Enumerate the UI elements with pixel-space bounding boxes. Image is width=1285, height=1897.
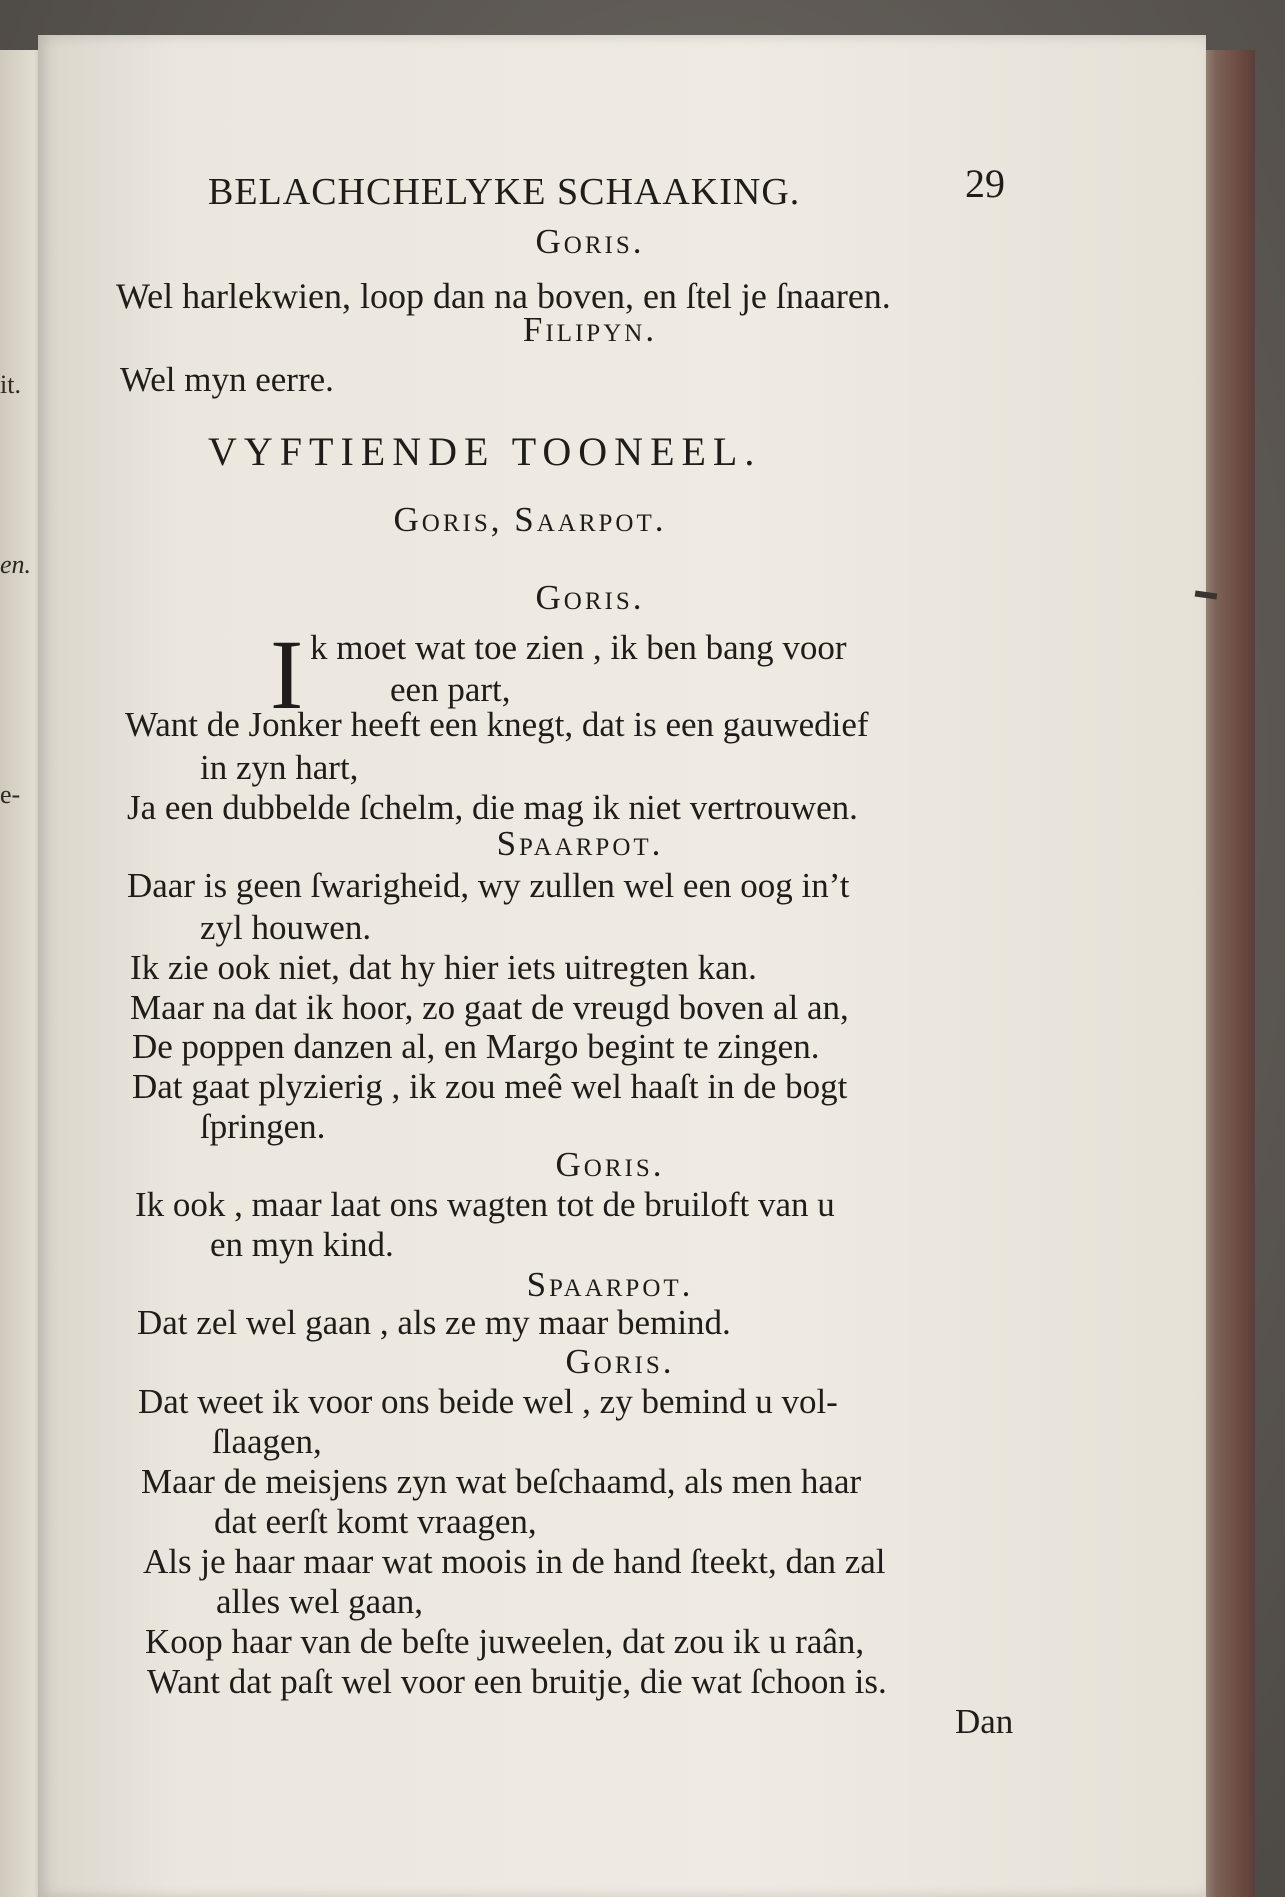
speaker-name: Goris.: [565, 1342, 675, 1381]
verse-line: een part,: [390, 670, 511, 709]
verse-line: k moet wat toe zien , ik ben bang voor: [310, 628, 847, 667]
verse-line: Ja een dubbelde ſchelm, die mag ik niet vertrouwen.: [127, 788, 858, 827]
verse-line: Koop haar van de beſte juweelen, dat zou ik u raân,: [145, 1622, 865, 1661]
verse-line: Dat zel wel gaan , als ze my maar bemind.: [137, 1303, 731, 1342]
verse-line: De poppen danzen al, en Margo begint te zingen.: [132, 1027, 820, 1066]
page-number: 29: [965, 161, 1005, 206]
scene-heading: VYFTIENDE TOONEEL.: [208, 429, 762, 474]
verse-line: Dat weet ik voor ons beide wel , zy bemind u vol-: [138, 1382, 838, 1421]
verse-line: Als je haar maar wat moois in de hand ſteekt, dan zal: [143, 1542, 886, 1581]
verse-line: Ik zie ook niet, dat hy hier iets uitregten kan.: [130, 948, 757, 987]
verse-line: Want de Jonker heeft een knegt, dat is een gauwedief: [125, 705, 869, 744]
facing-page-fragment: it.: [0, 370, 21, 399]
verse-line: Wel harlekwien, loop dan na boven, en ſtel je ſnaaren.: [116, 276, 891, 316]
speaker-name: Goris.: [535, 222, 645, 261]
catchword: Dan: [955, 1702, 1014, 1741]
verse-line: zyl houwen.: [200, 908, 372, 947]
verse-line: ſpringen.: [200, 1107, 326, 1146]
scene-characters: Goris, Saarpot.: [393, 500, 667, 539]
verse-line: Wel myn eerre.: [120, 360, 334, 399]
facing-page-fragment: e-: [0, 780, 21, 809]
verse-line: dat eerſt komt vraagen,: [214, 1502, 537, 1541]
verse-line: Dat gaat plyzierig , ik zou meê wel haaſt in de bogt: [132, 1067, 848, 1106]
verse-line: Want dat paſt wel voor een bruitje, die wat ſchoon is.: [147, 1662, 887, 1701]
verse-line: Maar na dat ik hoor, zo gaat de vreugd boven al an,: [130, 988, 849, 1027]
speaker-name: Filipyn.: [522, 310, 658, 349]
verse-line: en myn kind.: [210, 1225, 394, 1264]
verse-line: Maar de meisjens zyn wat beſchaamd, als men haar: [141, 1462, 862, 1501]
verse-line: Ik ook , maar laat ons wagten tot de bruiloft van u: [135, 1185, 835, 1224]
speaker-name: Spaarpot.: [526, 1265, 694, 1304]
verse-line: ſlaagen,: [212, 1422, 322, 1461]
drop-cap: I: [270, 619, 304, 730]
running-header: BELACHCHELYKE SCHAAKING.: [208, 171, 801, 213]
verse-line: alles wel gaan,: [216, 1582, 423, 1621]
verse-line: in zyn hart,: [200, 748, 359, 787]
verse-line: Daar is geen ſwarigheid, wy zullen wel een oog in’t: [127, 866, 850, 905]
speaker-name: Goris.: [535, 578, 645, 617]
facing-page-fragment: en.: [0, 550, 32, 579]
speaker-name: Goris.: [555, 1145, 665, 1184]
speaker-name: Spaarpot.: [496, 824, 664, 863]
